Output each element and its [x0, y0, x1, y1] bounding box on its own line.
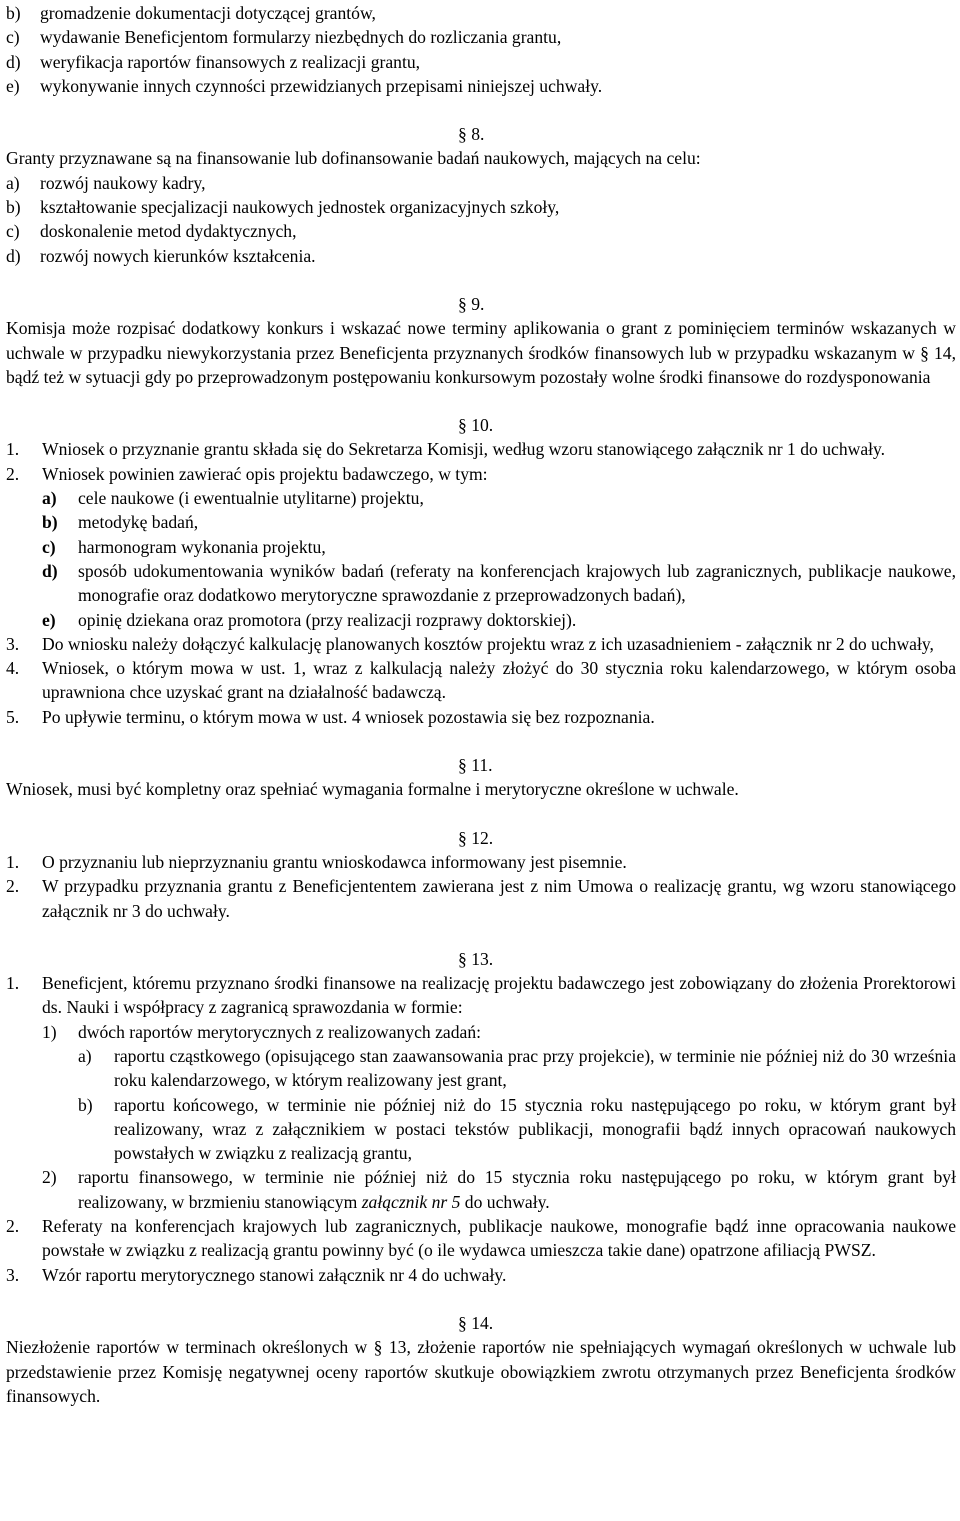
list-item: a) raportu cząstkowego (opisującego stan zaawansowania prac przy projekcie), w terminie nie później niż do 30 września roku kalendarzowego, w którym realizowany jest grant,	[78, 1045, 956, 1091]
paragraph: 4. Wniosek, o którym mowa w ust. 1, wraz z kalkulacją należy złożyć do 30 stycznia roku kalendarzowego, w którym osoba uprawniona chce uzyskać grant na działalność badawczą.	[6, 658, 956, 703]
paragraph: 3. Do wniosku należy dołączyć kalkulację planowanych kosztów projektu wraz z ich uzasadnieniem - załącznik nr 2 do uchwały,	[6, 633, 934, 654]
list-item: 1) dwóch raportów merytorycznych z realizowanych zadań:	[42, 1021, 482, 1042]
list-item: d) sposób udokumentowania wyników badań (referaty na konferencjach krajowych lub zagranicznych, publikacje naukowe, monografie oraz dodatkowo merytoryczne sprawozdanie z przeprowadzonych badań),	[42, 560, 956, 606]
paragraph: 2. Wniosek powinien zawierać opis projektu badawczego, w tym:	[6, 463, 488, 484]
section-10-title: § 10.	[458, 415, 494, 436]
section-9-title: § 9.	[458, 293, 485, 314]
paragraph: 1. Beneficjent, któremu przyznano środki finansowe na realizację projektu badawczego jest zobowiązany do złożenia Prorektorowi ds. Nauki i współpracy z zagranicą sprawozdania w formie:	[6, 973, 956, 1018]
section-14-title: § 14.	[458, 1312, 494, 1333]
list-item: c) wydawanie Beneficjentom formularzy niezbędnych do rozliczania grantu,	[6, 27, 562, 48]
top-list	[6, 1, 956, 98]
section-9-text: Komisja może rozpisać dodatkowy konkurs i wskazać nowe terminy aplikowania o grant z pominięciem terminów wskazanych w uchwale w przypadku niewykorzystania przez Beneficjenta przyznanych środków finansowych lub w przypadku wskazanym w § 14, bądź też w sytuacji gdy po przeprowadzonym postępowaniu konkursowym pozostały wolne środki finansowe do rozdysponowania	[6, 318, 956, 387]
list-item: b) kształtowanie specjalizacji naukowych jednostek organizacyjnych szkoły,	[6, 197, 560, 218]
section-11-title: § 11.	[458, 755, 493, 776]
list-item: a) cele naukowe (i ewentualnie utylitarne) projektu,	[42, 488, 424, 509]
paragraph: 2. W przypadku przyznania grantu z Beneficjententem zawierana jest z nim Umowa o realizację grantu, wg wzoru stanowiącego załącznik nr 3 do uchwały.	[6, 876, 956, 921]
paragraph: 1. O przyznaniu lub nieprzyznaniu grantu wnioskodawca informowany jest pisemnie.	[6, 851, 627, 872]
list-item: b) gromadzenie dokumentacji dotyczącej grantów,	[6, 3, 376, 23]
list-item: d) rozwój nowych kierunków kształcenia.	[6, 245, 316, 266]
section-8-title: § 8.	[458, 124, 485, 145]
list-item: b) metodykę badań,	[42, 512, 199, 533]
section-12-title: § 12.	[458, 827, 494, 848]
section-11-text: Wniosek, musi być kompletny oraz spełniać wymagania formalne i merytoryczne określone w uchwale.	[6, 779, 739, 800]
list-item: a) rozwój naukowy kadry,	[6, 172, 206, 193]
list-item: d) weryfikacja raportów finansowych z realizacji grantu,	[6, 51, 421, 72]
section-13-title: § 13.	[458, 948, 494, 969]
list-item: b) raportu końcowego, w terminie nie później niż do 15 stycznia roku następującego po roku, w którym grant był realizowany, wraz z załącznikiem w postaci tekstów publikacji, monografii bądź innych opracowań naukowych powstałych w związku z realizacją grantu,	[78, 1094, 956, 1164]
list-item: e) opinię dziekana oraz promotora (przy realizacji rozprawy doktorskiej).	[42, 609, 577, 630]
section-8-intro: Granty przyznawane są na finansowanie lub dofinansowanie badań naukowych, mających na celu:	[6, 148, 701, 169]
paragraph: 2. Referaty na konferencjach krajowych lub zagranicznych, publikacje naukowe, monografie bądź inne opracowania naukowe powstałe w związku z realizacją grantu powinny być (o ile wydawca umieszcza takie dane) opatrzone afiliacją PWSZ.	[6, 1216, 956, 1261]
paragraph: 3. Wzór raportu merytorycznego stanowi załącznik nr 4 do uchwały.	[6, 1264, 507, 1285]
list-item: c) harmonogram wykonania projektu,	[42, 536, 326, 557]
list-item: e) wykonywanie innych czynności przewidzianych przepisami niniejszej uchwały.	[6, 75, 603, 96]
paragraph: 5. Po upływie terminu, o którym mowa w ust. 4 wniosek pozostawia się bez rozpoznania.	[6, 706, 655, 727]
paragraph: 1. Wniosek o przyznanie grantu składa się do Sekretarza Komisji, według wzoru stanowiącego załącznik nr 1 do uchwały.	[6, 439, 886, 460]
list-item: c) doskonalenie metod dydaktycznych,	[6, 221, 297, 242]
list-item: 2) raportu finansowego, w terminie nie później niż do 15 stycznia roku następującego po roku, w którym grant był realizowany, w brzmieniu stanowiącym załącznik nr 5 do uchwały.	[42, 1167, 956, 1212]
section-14-text: Niezłożenie raportów w terminach określonych w § 13, złożenie raportów nie spełniających wymagań określonych w uchwale lub przedstawienie przez Komisję negatywnej oceny raportów skutkuje obowiązkiem zwrotu otrzymanych przez Beneficjenta środków finansowych.	[6, 1337, 956, 1406]
